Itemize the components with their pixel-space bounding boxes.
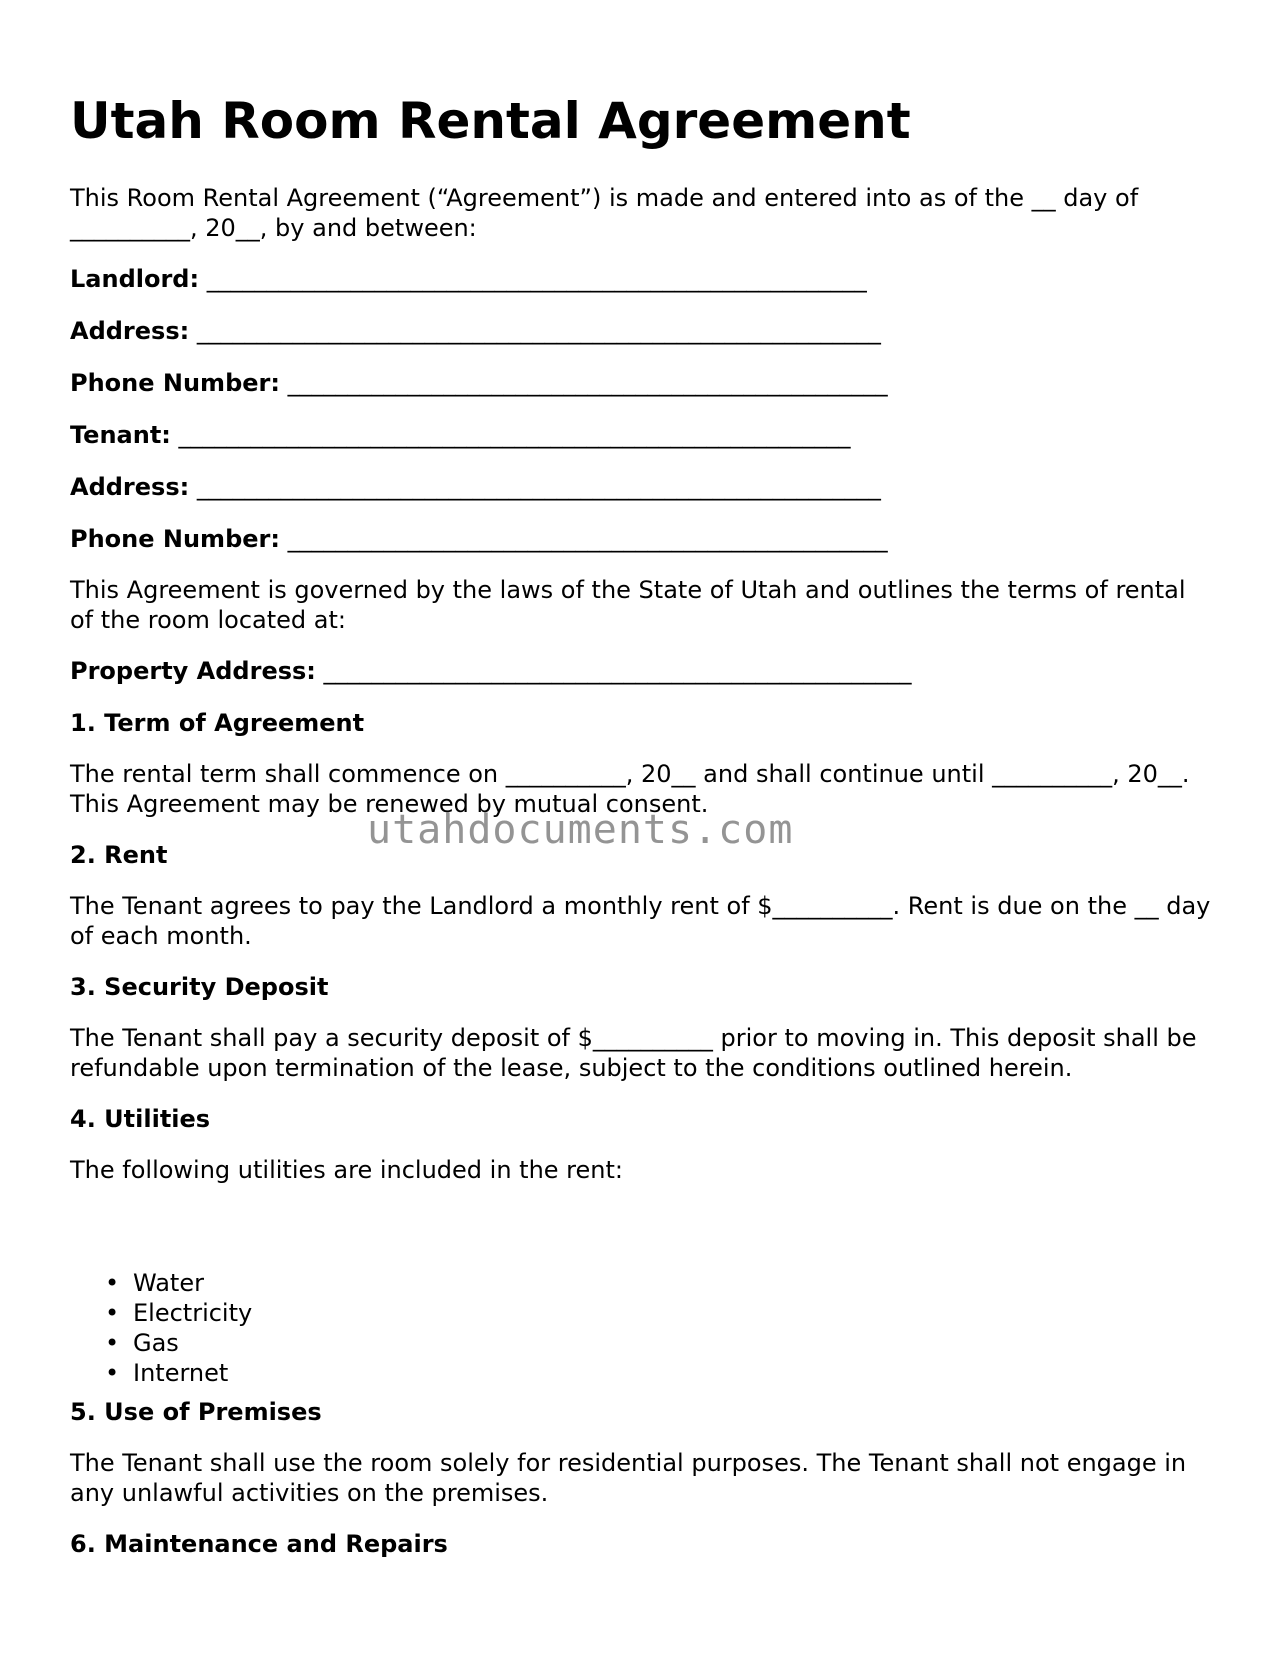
list-item: • Water bbox=[133, 1268, 252, 1298]
section-heading-deposit: 3. Security Deposit bbox=[70, 973, 329, 1001]
landlord-phone-label: Phone Number: bbox=[70, 369, 280, 397]
landlord-blank: _______________________________________________________ bbox=[206, 265, 867, 293]
tenant-field bbox=[70, 420, 851, 450]
section-text-deposit: The Tenant shall pay a security deposit of $__________ prior to moving in. This deposit shall be refundable upon termination of the lease, subject to the conditions outlined herein. bbox=[70, 1024, 1197, 1082]
watermark-text: utahdocuments.com bbox=[367, 807, 794, 853]
list-item: • Gas bbox=[133, 1328, 252, 1358]
landlord-label: Landlord: bbox=[70, 265, 200, 293]
section-heading-utilities: 4. Utilities bbox=[70, 1105, 211, 1133]
section-text-term: The rental term shall commence on __________, 20__ and shall continue until __________, 20__. This Agreement may be renewed by mutual consent. bbox=[70, 760, 1190, 818]
tenant-address-label: Address: bbox=[70, 473, 190, 501]
section-text-use: The Tenant shall use the room solely for residential purposes. The Tenant shall not engage in any unlawful activities on the premises. bbox=[70, 1449, 1187, 1507]
list-item: • Electricity bbox=[133, 1298, 252, 1328]
tenant-phone-label: Phone Number: bbox=[70, 525, 280, 553]
section-heading-rent: 2. Rent bbox=[70, 841, 168, 869]
section-text-utilities: The following utilities are included in the rent: bbox=[70, 1156, 623, 1184]
intro-paragraph: This Room Rental Agreement (“Agreement”) is made and entered into as of the __ day of __________, 20__, by and between: bbox=[70, 184, 1139, 242]
section-heading-maintenance: 6. Maintenance and Repairs bbox=[70, 1530, 448, 1558]
document-title: Utah Room Rental Agreement bbox=[70, 92, 911, 150]
tenant-label: Tenant: bbox=[70, 421, 171, 449]
landlord-phone-blank: __________________________________________________ bbox=[287, 369, 888, 397]
tenant-blank: ________________________________________________________ bbox=[178, 421, 851, 449]
property-address-field bbox=[70, 656, 912, 686]
tenant-phone-field bbox=[70, 524, 888, 554]
governing-paragraph: This Agreement is governed by the laws of the State of Utah and outlines the terms of rental of the room located at: bbox=[70, 576, 1186, 634]
section-text-rent: The Tenant agrees to pay the Landlord a monthly rent of $__________. Rent is due on the __ day of each month. bbox=[70, 892, 1211, 950]
list-item: • Internet bbox=[133, 1358, 252, 1388]
utilities-list bbox=[70, 1268, 252, 1388]
landlord-address-blank: _________________________________________________________ bbox=[196, 317, 881, 345]
section-heading-term: 1. Term of Agreement bbox=[70, 709, 365, 737]
tenant-phone-blank: __________________________________________________ bbox=[287, 525, 888, 553]
tenant-address-blank: _________________________________________________________ bbox=[196, 473, 881, 501]
section-heading-use: 5. Use of Premises bbox=[70, 1398, 322, 1426]
landlord-phone-field bbox=[70, 368, 888, 398]
landlord-address-field bbox=[70, 316, 881, 346]
property-address-blank: _________________________________________________ bbox=[323, 657, 912, 685]
landlord-field bbox=[70, 264, 867, 294]
landlord-address-label: Address: bbox=[70, 317, 190, 345]
tenant-address-field bbox=[70, 472, 881, 502]
property-address-label: Property Address: bbox=[70, 657, 316, 685]
